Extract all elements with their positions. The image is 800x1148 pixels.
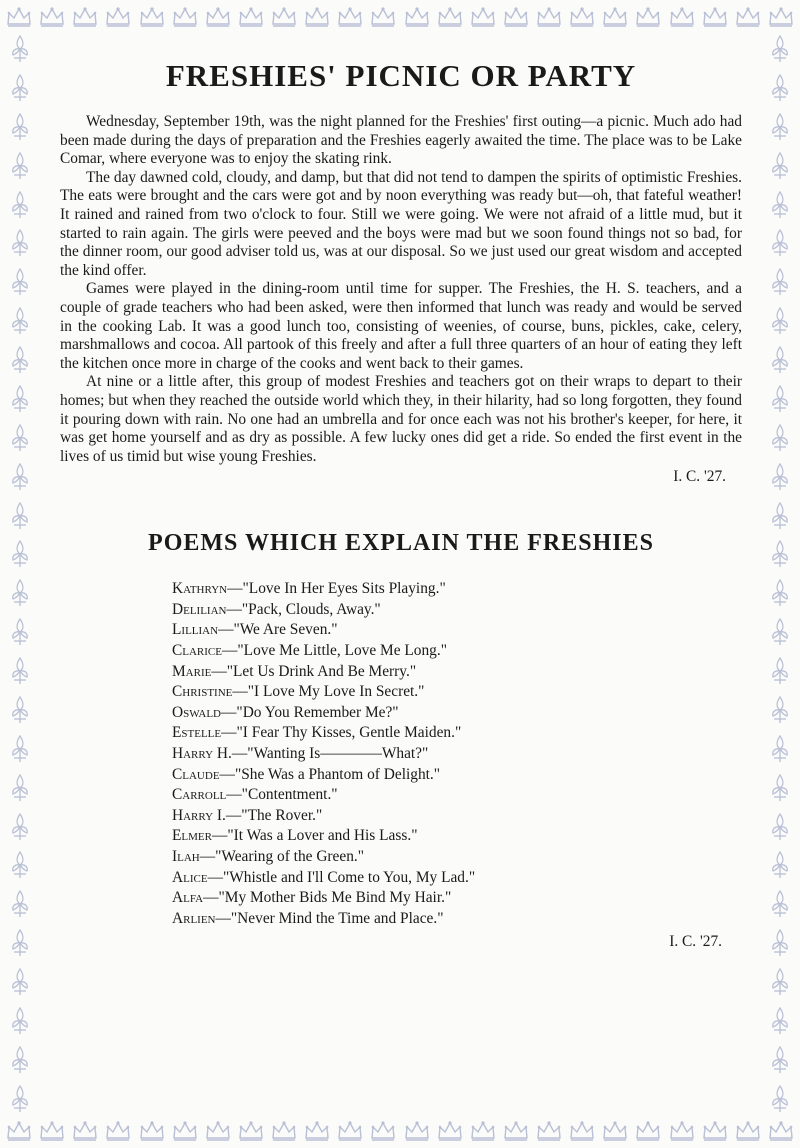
crown-icon xyxy=(437,6,463,28)
poem-student-name: Lillian xyxy=(172,621,219,639)
fleur-ornament-icon xyxy=(769,1006,791,1036)
poem-item xyxy=(172,888,742,909)
fleur-ornament-icon xyxy=(9,34,31,64)
fleur-ornament-icon xyxy=(9,228,31,258)
crown-icon xyxy=(205,1120,231,1142)
crown-icon xyxy=(105,6,131,28)
poem-student-name: Harry H. xyxy=(172,745,232,763)
fleur-ornament-icon xyxy=(769,734,791,764)
article-title: FRESHIES' PICNIC OR PARTY xyxy=(165,58,637,93)
poem-title: —"I Love My Love In Secret." xyxy=(232,683,425,701)
fleur-ornament-icon xyxy=(769,423,791,453)
fleur-ornament-icon xyxy=(9,73,31,103)
crown-icon xyxy=(669,6,695,28)
poem-student-name: Oswald xyxy=(172,703,222,721)
poem-title: —"Wearing of the Green." xyxy=(199,848,365,865)
fleur-ornament-icon xyxy=(9,539,31,569)
fleur-ornament-icon xyxy=(769,812,791,842)
crown-icon xyxy=(503,6,529,28)
poem-student-name: Clarice xyxy=(172,642,222,660)
poem-item xyxy=(172,723,742,744)
crown-icon xyxy=(503,1120,529,1142)
crown-icon xyxy=(569,1120,595,1142)
crown-icon xyxy=(172,6,198,28)
crown-icon xyxy=(735,1120,761,1142)
fleur-ornament-icon xyxy=(769,34,791,64)
fleur-ornament-icon xyxy=(9,928,31,958)
crown-icon xyxy=(139,1120,165,1142)
fleur-ornament-icon xyxy=(769,267,791,297)
fleur-ornament-icon xyxy=(9,345,31,375)
border-left xyxy=(2,34,38,1114)
fleur-ornament-icon xyxy=(769,967,791,997)
fleur-ornament-icon xyxy=(769,928,791,958)
poem-student-name: Harry I. xyxy=(172,806,226,824)
crown-icon xyxy=(404,6,430,28)
crown-icon xyxy=(735,6,761,28)
fleur-ornament-icon xyxy=(9,267,31,297)
poem-student-name: Claude xyxy=(172,765,220,783)
crown-icon xyxy=(470,6,496,28)
crown-icon xyxy=(635,1120,661,1142)
crown-icon xyxy=(669,1120,695,1142)
fleur-ornament-icon xyxy=(9,1045,31,1075)
poem-item xyxy=(172,806,742,827)
poem-title: —"It Was a Lover and His Lass." xyxy=(211,827,418,845)
crown-icon xyxy=(39,1120,65,1142)
poem-item xyxy=(172,744,742,765)
poem-title: —"Pack, Clouds, Away." xyxy=(226,600,381,618)
crown-icon xyxy=(238,6,264,28)
poem-title: —"Let Us Drink And Be Merry." xyxy=(211,662,417,680)
poem-student-name: Carroll xyxy=(172,786,227,804)
crown-icon xyxy=(238,1120,264,1142)
fleur-ornament-icon xyxy=(9,773,31,803)
poem-title: —"Whistle and I'll Come to You, My Lad." xyxy=(207,868,476,886)
article-signature: I. C. '27. xyxy=(673,468,726,486)
crown-icon xyxy=(6,1120,32,1142)
poem-title: —"Love In Her Eyes Sits Playing." xyxy=(227,580,446,598)
crown-icon xyxy=(72,1120,98,1142)
article-paragraph: Wednesday, September 19th, was the night planned for the Freshies' first outing—a picnic. Much ado had been made during the days of preparation and the Freshies eagerly awaited the time. The place was to be Lake Comar, where everyone was to enjoy the skating rink. xyxy=(60,113,742,168)
crown-icon xyxy=(337,6,363,28)
fleur-ornament-icon xyxy=(769,1045,791,1075)
fleur-ornament-icon xyxy=(9,501,31,531)
poems-title: POEMS WHICH EXPLAIN THE FRESHIES xyxy=(148,530,654,557)
poem-title: —"Never Mind the Time and Place." xyxy=(215,909,444,927)
poems-signature: I. C. '27. xyxy=(669,933,722,951)
fleur-ornament-icon xyxy=(769,656,791,686)
poem-student-name: Elmer xyxy=(172,827,212,845)
fleur-ornament-icon xyxy=(9,462,31,492)
poem-title: —"We Are Seven." xyxy=(218,621,338,639)
article-paragraph: The day dawned cold, cloudy, and damp, but that did not tend to dampen the spirits of optimistic Freshies. The eats were brought and the cars were got and by noon everything was ready but—oh, that fateful weather! It rained and rained from two o'clock to four. Still we were going. We were not afraid of a little mud, but it started to rain again. The girls were peeved and the boys were mad but we soon found things not so bad, for the dinner room, our good adviser told us, was at our disposal. So we just used our great wisdom and accepted the kind offer. xyxy=(60,168,742,279)
poem-item xyxy=(172,579,742,600)
crown-icon xyxy=(370,6,396,28)
fleur-ornament-icon xyxy=(769,190,791,220)
page-content xyxy=(60,40,742,951)
fleur-ornament-icon xyxy=(9,1084,31,1114)
fleur-ornament-icon xyxy=(769,345,791,375)
poem-item xyxy=(172,847,742,868)
crown-icon xyxy=(602,6,628,28)
crown-icon xyxy=(304,1120,330,1142)
article-paragraph: Games were played in the dining-room until time for supper. The Freshies, the H. S. teachers, and a couple of grade teachers who had been asked, were then informed that lunch was ready and would be served in the cooking Lab. It was a good lunch too, consisting of weenies, of course, buns, pickles, cake, celery, marshmallows and cocoa. All partook of this freely and after a full three quarters of an hour of eating they left the kitchen once more in charge of the cooks and went back to their games. xyxy=(60,280,742,372)
fleur-ornament-icon xyxy=(769,462,791,492)
crown-icon xyxy=(768,1120,794,1142)
poem-student-name: Christine xyxy=(172,683,233,701)
border-top xyxy=(0,0,800,34)
fleur-ornament-icon xyxy=(769,306,791,336)
crown-icon xyxy=(370,1120,396,1142)
crown-icon xyxy=(635,6,661,28)
poem-title: —"Contentment." xyxy=(226,786,338,804)
crown-icon xyxy=(602,1120,628,1142)
poem-student-name: Delilian xyxy=(172,600,227,618)
fleur-ornament-icon xyxy=(769,1084,791,1114)
fleur-ornament-icon xyxy=(769,151,791,181)
fleur-ornament-icon xyxy=(9,306,31,336)
poem-title: —"Love Me Little, Love Me Long." xyxy=(222,642,447,660)
poem-title: —"She Was a Phantom of Delight." xyxy=(219,765,441,783)
poem-title: —"The Rover." xyxy=(225,806,323,824)
crown-icon xyxy=(569,6,595,28)
crown-icon xyxy=(6,6,32,28)
crown-icon xyxy=(404,1120,430,1142)
poem-item xyxy=(172,620,742,641)
poem-item xyxy=(172,682,742,703)
poem-student-name: Arlien xyxy=(172,909,216,927)
poem-student-name: Estelle xyxy=(172,724,222,742)
crown-icon xyxy=(702,1120,728,1142)
crown-icon xyxy=(702,6,728,28)
crown-icon xyxy=(337,1120,363,1142)
crown-icon xyxy=(536,1120,562,1142)
crown-icon xyxy=(437,1120,463,1142)
fleur-ornament-icon xyxy=(769,73,791,103)
fleur-ornament-icon xyxy=(769,773,791,803)
article-paragraph: At nine or a little after, this group of modest Freshies and teachers got on their wraps to depart to their homes; but when they reached the outside world which they, in their hilarity, had so long forgotten, they found it pouring down with rain. No one had an umbrella and for once each was not his brother's keeper, for here, it was get home yourself and as dry as possible. A few lucky ones did get a ride. So ended the first event in the lives of us timid but wise young Freshies. xyxy=(60,373,742,465)
poem-item xyxy=(172,641,742,662)
fleur-ornament-icon xyxy=(769,695,791,725)
poem-student-name: Alfa xyxy=(172,889,204,907)
fleur-ornament-icon xyxy=(9,695,31,725)
poem-student-name: Kathryn xyxy=(172,580,228,598)
fleur-ornament-icon xyxy=(9,1006,31,1036)
poem-title: —"Do You Remember Me?" xyxy=(221,703,399,721)
border-bottom xyxy=(0,1114,800,1148)
fleur-ornament-icon xyxy=(9,190,31,220)
crown-icon xyxy=(768,6,794,28)
article-body xyxy=(60,113,742,466)
poem-item xyxy=(172,868,742,889)
poem-title: —"Wanting Is————What?" xyxy=(231,745,429,763)
crown-icon xyxy=(271,1120,297,1142)
fleur-ornament-icon xyxy=(9,112,31,142)
poem-student-name: Ilah xyxy=(172,848,200,865)
poem-title: —"I Fear Thy Kisses, Gentle Maiden." xyxy=(221,724,462,742)
poem-item xyxy=(172,826,742,847)
crown-icon xyxy=(139,6,165,28)
fleur-ornament-icon xyxy=(769,539,791,569)
fleur-ornament-icon xyxy=(9,734,31,764)
poem-item xyxy=(172,765,742,786)
crown-icon xyxy=(271,6,297,28)
crown-icon xyxy=(470,1120,496,1142)
fleur-ornament-icon xyxy=(9,850,31,880)
poem-item xyxy=(172,662,742,683)
fleur-ornament-icon xyxy=(769,850,791,880)
crown-icon xyxy=(205,6,231,28)
fleur-ornament-icon xyxy=(9,812,31,842)
poem-item xyxy=(172,703,742,724)
fleur-ornament-icon xyxy=(769,617,791,647)
poem-item xyxy=(172,600,742,621)
crown-icon xyxy=(105,1120,131,1142)
fleur-ornament-icon xyxy=(769,578,791,608)
fleur-ornament-icon xyxy=(9,617,31,647)
poem-item xyxy=(172,785,742,806)
crown-icon xyxy=(172,1120,198,1142)
fleur-ornament-icon xyxy=(769,112,791,142)
fleur-ornament-icon xyxy=(769,501,791,531)
fleur-ornament-icon xyxy=(769,228,791,258)
crown-icon xyxy=(536,6,562,28)
fleur-ornament-icon xyxy=(9,889,31,919)
fleur-ornament-icon xyxy=(9,578,31,608)
poem-student-name: Marie xyxy=(172,662,212,680)
fleur-ornament-icon xyxy=(9,151,31,181)
crown-icon xyxy=(304,6,330,28)
crown-icon xyxy=(72,6,98,28)
poem-student-name: Alice xyxy=(172,868,208,886)
fleur-ornament-icon xyxy=(769,889,791,919)
fleur-ornament-icon xyxy=(9,656,31,686)
poem-item xyxy=(172,909,742,930)
poem-list xyxy=(172,579,742,929)
fleur-ornament-icon xyxy=(9,384,31,414)
crown-icon xyxy=(39,6,65,28)
fleur-ornament-icon xyxy=(9,967,31,997)
fleur-ornament-icon xyxy=(9,423,31,453)
fleur-ornament-icon xyxy=(769,384,791,414)
poem-title: —"My Mother Bids Me Bind My Hair." xyxy=(203,889,452,907)
border-right xyxy=(762,34,798,1114)
